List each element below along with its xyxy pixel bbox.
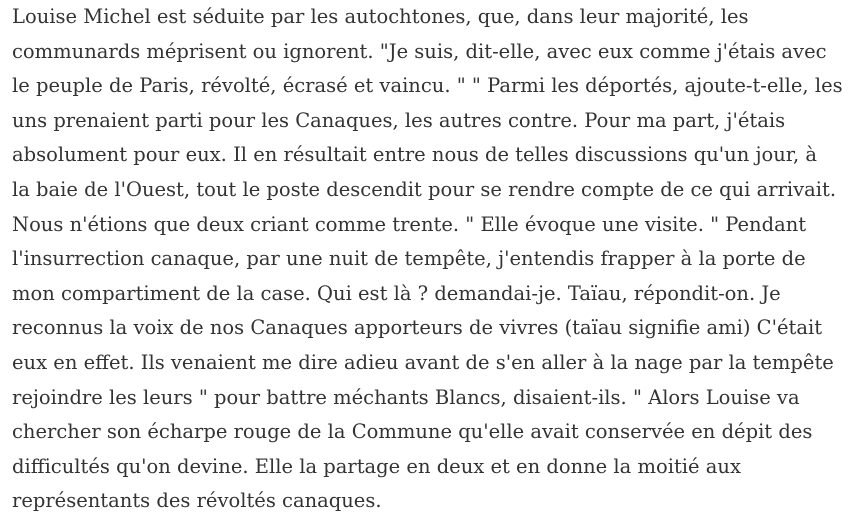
paragraph-line: mon compartiment de la case. Qui est là ? demandai-je. Taïau, répondit-on. Je bbox=[12, 281, 781, 305]
paragraph-line: Louise Michel est séduite par les autochtones, que, dans leur majorité, les bbox=[12, 5, 749, 28]
paragraph-line: uns prenaient parti pour les Canaques, les autres contre. Pour ma part, j'étais bbox=[12, 108, 786, 132]
paragraph-line: reconnus la voix de nos Canaques apporteurs de vivres (taïau signifie ami) C'était bbox=[12, 316, 823, 340]
article-paragraph bbox=[12, 0, 848, 519]
paragraph-line: représentants des révoltés canaques. bbox=[12, 489, 382, 513]
paragraph-line: chercher son écharpe rouge de la Commune qu'elle avait conservée en dépit des bbox=[12, 420, 813, 444]
paragraph-line: Nous n'étions que deux criant comme trente. " Elle évoque une visite. " Pendant bbox=[12, 212, 807, 236]
paragraph-line: rejoindre les leurs " pour battre méchants Blancs, disaient-ils. " Alors Louise va bbox=[12, 385, 800, 409]
paragraph-line: absolument pour eux. Il en résultait entre nous de telles discussions qu'un jour, à bbox=[12, 143, 818, 167]
paragraph-line: le peuple de Paris, révolté, écrasé et vaincu. " " Parmi les déportés, ajoute-t-elle, les bbox=[12, 74, 843, 98]
paragraph-line: eux en effet. Ils venaient me dire adieu avant de s'en aller à la nage par la tempête bbox=[12, 350, 834, 374]
paragraph-line: difficultés qu'on devine. Elle la partage en deux et en donne la moitié aux bbox=[12, 454, 741, 478]
paragraph-line: la baie de l'Ouest, tout le poste descendit pour se rendre compte de ce qui arrivait. bbox=[12, 177, 837, 201]
paragraph-line: l'insurrection canaque, par une nuit de tempête, j'entendis frapper à la porte de bbox=[12, 247, 806, 271]
paragraph-line: communards méprisent ou ignorent. "Je suis, dit-elle, avec eux comme j'étais avec bbox=[12, 39, 827, 63]
